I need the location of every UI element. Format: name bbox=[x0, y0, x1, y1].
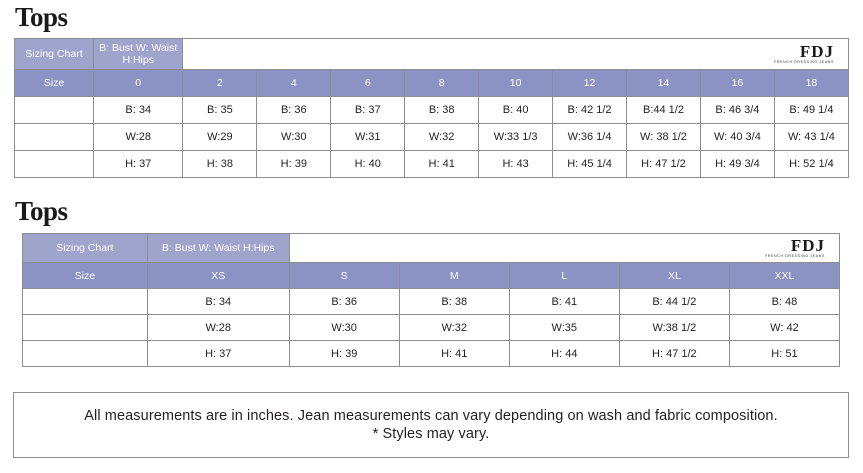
hips-value-2: H: 41 bbox=[399, 341, 509, 367]
hips-value-0: H: 37 bbox=[147, 341, 289, 367]
page-title-tops-numeric: Tops bbox=[15, 2, 68, 32]
bust-value-2: B: 36 bbox=[257, 97, 331, 124]
page-title-tops-alpha: Tops bbox=[15, 196, 68, 226]
bust-value-3: B: 41 bbox=[509, 289, 619, 315]
hips-value-1: H: 38 bbox=[183, 151, 257, 178]
size-header-4: 8 bbox=[405, 70, 479, 97]
hips-value-9: H: 52 1/4 bbox=[774, 151, 848, 178]
bust-value-0: B: 34 bbox=[147, 289, 289, 315]
waist-value-9: W: 43 1/4 bbox=[774, 124, 848, 151]
row-label-empty-waist bbox=[23, 315, 148, 341]
size-header-m: M bbox=[399, 263, 509, 289]
size-header-s: S bbox=[289, 263, 399, 289]
sizing-chart-header-cell: Sizing Chart bbox=[23, 234, 148, 263]
size-header-5: 10 bbox=[479, 70, 553, 97]
waist-value-6: W:36 1/4 bbox=[553, 124, 627, 151]
table-row-bust bbox=[15, 97, 849, 124]
waist-value-4: W:38 1/2 bbox=[619, 315, 729, 341]
table-row-hips bbox=[23, 341, 840, 367]
brand-logo-cell bbox=[289, 234, 839, 263]
hips-value-8: H: 49 3/4 bbox=[700, 151, 774, 178]
size-header-xl: XL bbox=[619, 263, 729, 289]
hips-value-3: H: 44 bbox=[509, 341, 619, 367]
hips-value-4: H: 41 bbox=[405, 151, 479, 178]
table-row-hips bbox=[15, 151, 849, 178]
table-row-sizes bbox=[15, 70, 849, 97]
fdj-logo-subtitle: FRENCH DRESSING JEANS bbox=[765, 253, 825, 258]
size-header-xxl: XXL bbox=[729, 263, 839, 289]
fdj-logo: FDJ FRENCH DRESSING JEANS bbox=[774, 41, 834, 64]
fdj-logo-subtitle: FRENCH DRESSING JEANS bbox=[774, 59, 834, 64]
size-header-xs: XS bbox=[147, 263, 289, 289]
hips-value-5: H: 43 bbox=[479, 151, 553, 178]
bust-value-6: B: 42 1/2 bbox=[553, 97, 627, 124]
size-header-6: 12 bbox=[553, 70, 627, 97]
waist-value-3: W:35 bbox=[509, 315, 619, 341]
bust-value-4: B: 44 1/2 bbox=[619, 289, 729, 315]
waist-value-8: W: 40 3/4 bbox=[700, 124, 774, 151]
table-row-sizes bbox=[23, 263, 840, 289]
waist-value-7: W: 38 1/2 bbox=[627, 124, 701, 151]
bust-value-9: B: 49 1/4 bbox=[774, 97, 848, 124]
bust-value-8: B: 46 3/4 bbox=[700, 97, 774, 124]
row-label-empty-waist bbox=[15, 124, 94, 151]
waist-value-5: W:33 1/3 bbox=[479, 124, 553, 151]
size-header-9: 18 bbox=[774, 70, 848, 97]
waist-value-1: W:29 bbox=[183, 124, 257, 151]
table-row-header bbox=[15, 39, 849, 70]
footnote-line-2: * Styles may vary. bbox=[372, 426, 490, 442]
measure-legend-cell: B: Bust W: Waist H:Hips bbox=[147, 234, 289, 263]
waist-value-5: W: 42 bbox=[729, 315, 839, 341]
footnote-box bbox=[13, 392, 849, 458]
hips-value-0: H: 37 bbox=[94, 151, 183, 178]
table-row-bust bbox=[23, 289, 840, 315]
sizing-table-numeric bbox=[14, 38, 849, 178]
measure-legend-cell: B: Bust W: Waist H:Hips bbox=[94, 39, 183, 70]
sizing-table-alpha bbox=[22, 233, 840, 367]
bust-value-0: B: 34 bbox=[94, 97, 183, 124]
bust-value-4: B: 38 bbox=[405, 97, 479, 124]
hips-value-2: H: 39 bbox=[257, 151, 331, 178]
size-header-3: 6 bbox=[331, 70, 405, 97]
row-label-empty-bust bbox=[15, 97, 94, 124]
bust-value-5: B: 48 bbox=[729, 289, 839, 315]
table-row-header bbox=[23, 234, 840, 263]
row-label-empty-hips bbox=[23, 341, 148, 367]
table-row-waist bbox=[23, 315, 840, 341]
size-header-2: 4 bbox=[257, 70, 331, 97]
waist-value-4: W:32 bbox=[405, 124, 479, 151]
bust-value-1: B: 36 bbox=[289, 289, 399, 315]
size-header-7: 14 bbox=[627, 70, 701, 97]
hips-value-5: H: 51 bbox=[729, 341, 839, 367]
size-header-1: 2 bbox=[183, 70, 257, 97]
row-label-empty-bust bbox=[23, 289, 148, 315]
hips-value-1: H: 39 bbox=[289, 341, 399, 367]
size-label-cell: Size bbox=[15, 70, 94, 97]
bust-value-1: B: 35 bbox=[183, 97, 257, 124]
waist-value-2: W:32 bbox=[399, 315, 509, 341]
hips-value-6: H: 45 1/4 bbox=[553, 151, 627, 178]
bust-value-7: B:44 1/2 bbox=[627, 97, 701, 124]
table-row-waist bbox=[15, 124, 849, 151]
waist-value-0: W:28 bbox=[147, 315, 289, 341]
bust-value-2: B: 38 bbox=[399, 289, 509, 315]
brand-logo-cell bbox=[183, 39, 849, 70]
fdj-logo: FDJ FRENCH DRESSING JEANS bbox=[765, 235, 825, 258]
waist-value-3: W:31 bbox=[331, 124, 405, 151]
bust-value-5: B: 40 bbox=[479, 97, 553, 124]
size-label-cell: Size bbox=[23, 263, 148, 289]
size-header-8: 16 bbox=[700, 70, 774, 97]
hips-value-3: H: 40 bbox=[331, 151, 405, 178]
size-header-0: 0 bbox=[94, 70, 183, 97]
bust-value-3: B: 37 bbox=[331, 97, 405, 124]
waist-value-0: W:28 bbox=[94, 124, 183, 151]
size-header-l: L bbox=[509, 263, 619, 289]
waist-value-2: W:30 bbox=[257, 124, 331, 151]
row-label-empty-hips bbox=[15, 151, 94, 178]
hips-value-7: H: 47 1/2 bbox=[627, 151, 701, 178]
waist-value-1: W:30 bbox=[289, 315, 399, 341]
hips-value-4: H: 47 1/2 bbox=[619, 341, 729, 367]
footnote-line-1: All measurements are in inches. Jean measurements can vary depending on wash and fabric composition. bbox=[84, 408, 778, 424]
sizing-chart-header-cell: Sizing Chart bbox=[15, 39, 94, 70]
